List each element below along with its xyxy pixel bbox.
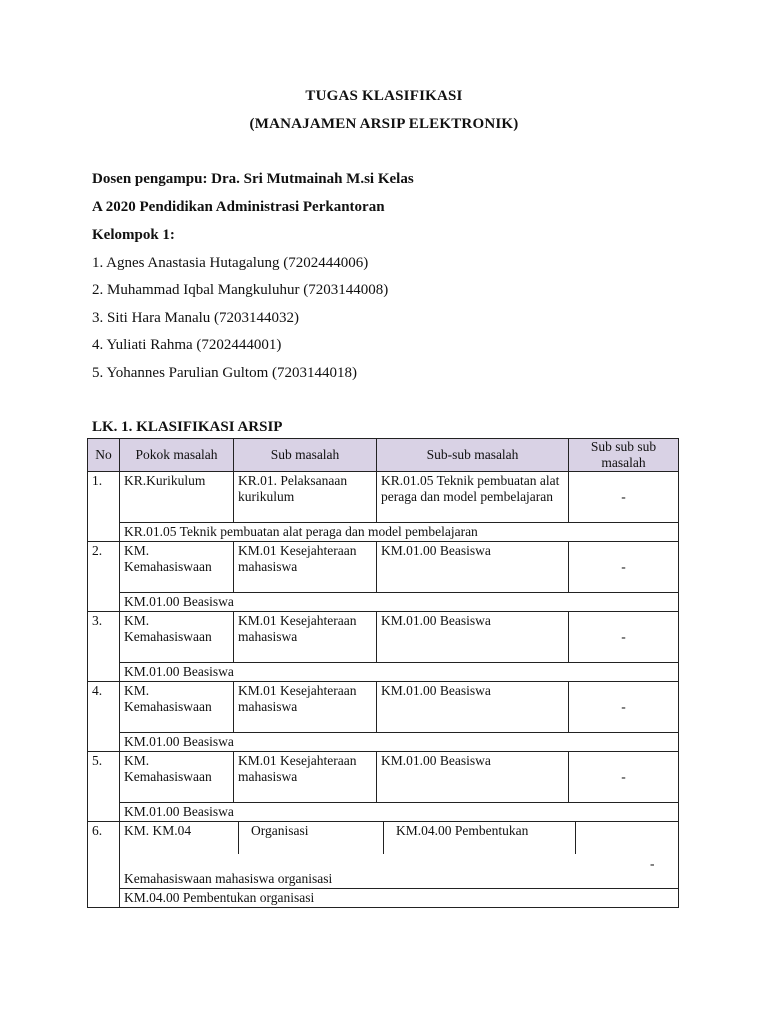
header-subsub: Sub-sub masalah <box>377 439 569 472</box>
header-pokok: Pokok masalah <box>120 439 234 472</box>
cell-subsub: KM.01.00 Beasiswa <box>377 542 569 593</box>
cell-sub: KM.01 Kesejahteraan mahasiswa <box>234 682 377 733</box>
cell-no: 4. <box>88 682 120 752</box>
cell-pokok: KR.Kurikulum <box>120 472 234 523</box>
cell-sub: KM.01 Kesejahteraan mahasiswa <box>234 612 377 663</box>
cell-subsub: KM.04.00 Pembentukan <box>396 823 529 838</box>
table-summary-row <box>88 523 679 542</box>
cell-summary: KM.01.00 Beasiswa <box>120 803 679 822</box>
cell-pokok: KM. KM.04 <box>124 823 192 838</box>
cell-summary: KR.01.05 Teknik pembuatan alat peraga dan model pembelajaran <box>120 523 679 542</box>
cell-pokok: KM. Kemahasiswaan <box>120 612 234 663</box>
cell-subsubsub: - <box>569 542 679 593</box>
cell-sub: Organisasi <box>251 823 309 838</box>
cell-pokok: KM. Kemahasiswaan <box>120 542 234 593</box>
cell-subsub: KM.01.00 Beasiswa <box>377 682 569 733</box>
cell-no: 1. <box>88 472 120 542</box>
table-row <box>88 752 679 803</box>
cell-sub: KR.01. Pelaksanaan kurikulum <box>234 472 377 523</box>
cell-summary: KM.01.00 Beasiswa <box>120 663 679 682</box>
cell-no: 2. <box>88 542 120 612</box>
cell-subsub: KR.01.05 Teknik pembuatan alat peraga dan model pembelajaran <box>377 472 569 523</box>
member-item: 5. Yohannes Parulian Gultom (7203144018) <box>92 365 357 381</box>
cell-summary: KM.04.00 Pembentukan organisasi <box>120 889 679 908</box>
header-subsubsub: Sub sub sub masalah <box>569 439 679 472</box>
cell-pokok: KM. Kemahasiswaan <box>120 682 234 733</box>
cell-divider <box>383 822 384 854</box>
table-summary-row <box>88 733 679 752</box>
table-header-row <box>88 439 679 472</box>
table-summary-row <box>88 593 679 612</box>
cell-subsubsub: - <box>569 682 679 733</box>
table-summary-row <box>88 663 679 682</box>
member-item: 4. Yuliati Rahma (7202444001) <box>92 337 282 353</box>
member-item: 2. Muhammad Iqbal Mangkuluhur (7203144008) <box>92 282 389 298</box>
cell-subsubsub: - <box>650 856 655 871</box>
table-row <box>88 682 679 733</box>
cell-subsubsub: - <box>569 752 679 803</box>
header-no: No <box>88 439 120 472</box>
lecturer-line: Dosen pengampu: Dra. Sri Mutmainah M.si Kelas <box>92 171 414 187</box>
section-title: LK. 1. KLASIFIKASI ARSIP <box>92 419 283 435</box>
cell-subsubsub: - <box>569 612 679 663</box>
member-item: 3. Siti Hara Manalu (7203144032) <box>92 310 300 326</box>
table-row <box>88 822 679 889</box>
classification-table <box>87 438 679 908</box>
cell-divider <box>575 822 576 854</box>
cell-no: 6. <box>88 822 120 908</box>
cell-subsub: KM.01.00 Beasiswa <box>377 612 569 663</box>
document-title: TUGAS KLASIFIKASI <box>305 88 463 104</box>
table-row <box>88 472 679 523</box>
cell-subsub: KM.01.00 Beasiswa <box>377 752 569 803</box>
table-summary-row <box>88 889 679 908</box>
cell-sub: KM.01 Kesejahteraan mahasiswa <box>234 542 377 593</box>
cell-spacer <box>575 853 576 854</box>
class-line: A 2020 Pendidikan Administrasi Perkantoran <box>92 199 385 215</box>
cell-subsubsub: - <box>569 472 679 523</box>
header-sub: Sub masalah <box>234 439 377 472</box>
cell-no: 5. <box>88 752 120 822</box>
table-row <box>88 612 679 663</box>
member-item: 1. Agnes Anastasia Hutagalung (7202444006) <box>92 255 369 271</box>
cell-no: 3. <box>88 612 120 682</box>
cell-summary: KM.01.00 Beasiswa <box>120 593 679 612</box>
cell-sub: KM.01 Kesejahteraan mahasiswa <box>234 752 377 803</box>
table-row <box>88 542 679 593</box>
cell-row6-container <box>120 822 679 889</box>
table-summary-row <box>88 803 679 822</box>
group-label: Kelompok 1: <box>92 227 175 243</box>
document-subtitle: (MANAJAMEN ARSIP ELEKTRONIK) <box>249 116 519 132</box>
cell-summary: KM.01.00 Beasiswa <box>120 733 679 752</box>
cell-pokok: KM. Kemahasiswaan <box>120 752 234 803</box>
cell-continuation: Kemahasiswaan mahasiswa organisasi <box>124 871 333 886</box>
cell-divider <box>238 822 239 854</box>
